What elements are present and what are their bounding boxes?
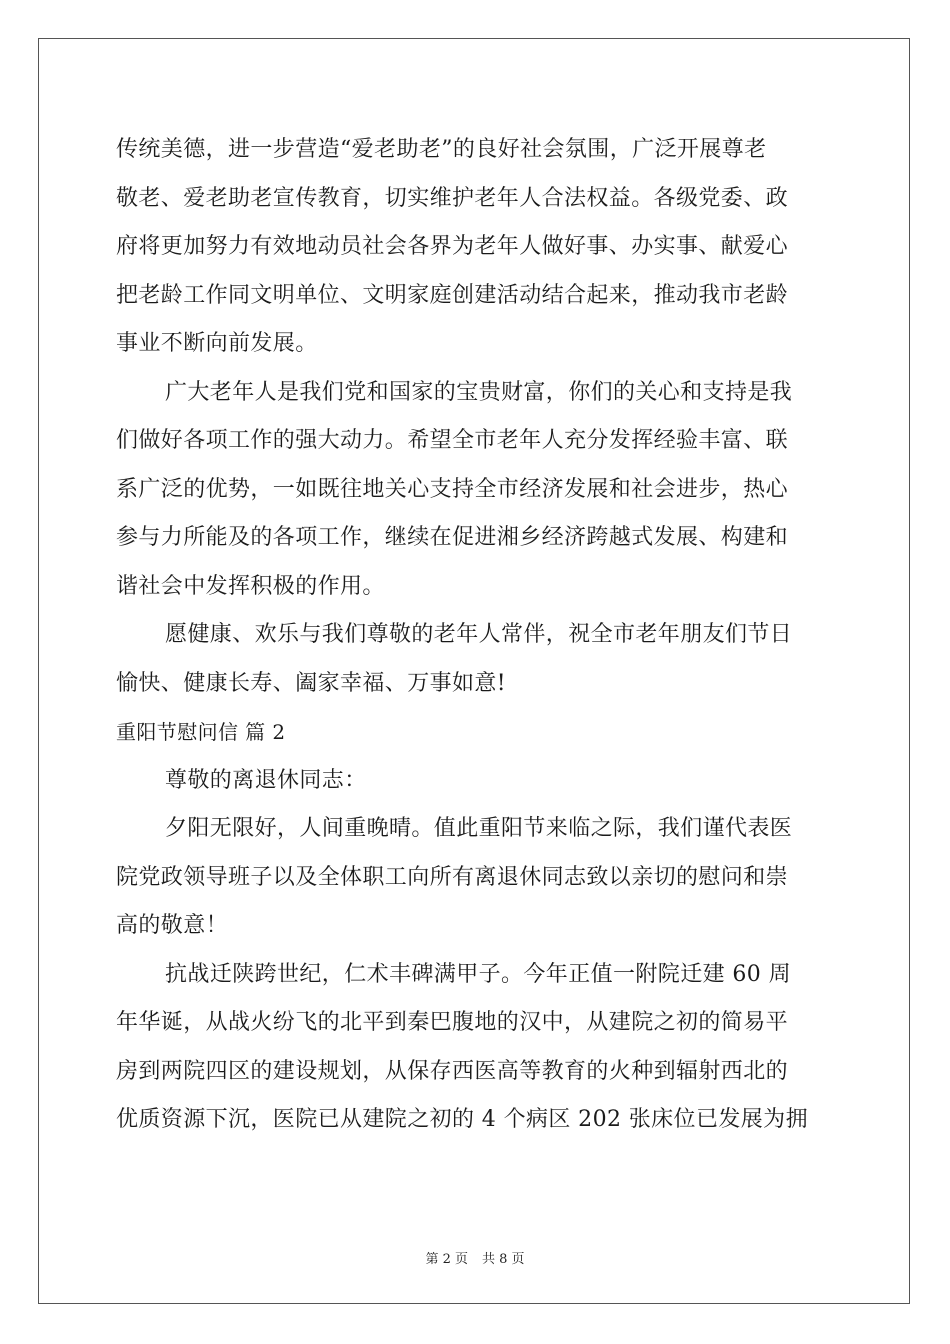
text-line: 把老龄工作同文明单位、文明家庭创建活动结合起来，推动我市老龄 — [116, 282, 789, 308]
text-line: 敬老、爱老助老宣传教育，切实维护老年人合法权益。各级党委、政 — [116, 185, 789, 211]
page-total: 共 8 页 — [482, 1252, 525, 1267]
text-line: 院党政领导班子以及全体职工向所有离退休同志致以亲切的慰问和崇 — [116, 864, 789, 890]
text-line: 愉快、健康长寿、阖家幸福、万事如意! — [116, 670, 507, 696]
text-line: 广大老年人是我们党和国家的宝贵财富，你们的关心和支持是我 — [165, 379, 793, 405]
text-line: 尊敬的离退休同志： — [165, 767, 367, 793]
section-heading: 重阳节慰问信 篇 2 — [116, 720, 286, 744]
text-line: 抗战迁陕跨世纪，仁术丰碑满甲子。今年正值一附院迁建 60 周 — [165, 961, 791, 987]
text-line: 夕阳无限好，人间重晚晴。值此重阳节来临之际，我们谨代表医 — [165, 816, 793, 841]
text-line: 系广泛的优势，一如既往地关心支持全市经济发展和社会进步，热心 — [116, 476, 789, 502]
text-line: 传统美德，进一步营造“爱老助老”的良好社会氛围，广泛开展尊老 — [116, 137, 767, 162]
text-line: 事业不断向前发展。 — [116, 331, 318, 356]
text-line: 参与力所能及的各项工作，继续在促进湘乡经济跨越式发展、构建和 — [116, 525, 789, 550]
text-line: 府将更加努力有效地动员社会各界为老年人做好事、办实事、献爱心 — [116, 234, 789, 259]
text-line: 们做好各项工作的强大动力。希望全市老年人充分发挥经验丰富、联 — [116, 428, 789, 453]
page-footer — [0, 1248, 950, 1267]
text-line: 谐社会中发挥积极的作用。 — [116, 573, 385, 599]
text-line: 年华诞，从战火纷飞的北平到秦巴腹地的汉中，从建院之初的简易平 — [116, 1010, 789, 1035]
text-line: 房到两院四区的建设规划，从保存西医高等教育的火种到辐射西北的 — [116, 1058, 789, 1084]
text-line: 愿健康、欢乐与我们尊敬的老年人常伴，祝全市老年朋友们节日 — [165, 622, 793, 647]
text-line: 高的敬意！ — [116, 913, 229, 938]
document-body — [116, 126, 836, 1145]
page-number: 第 2 页 — [425, 1252, 468, 1267]
text-line: 优质资源下沉，医院已从建院之初的 4 个病区 202 张床位已发展为拥 — [116, 1107, 808, 1132]
